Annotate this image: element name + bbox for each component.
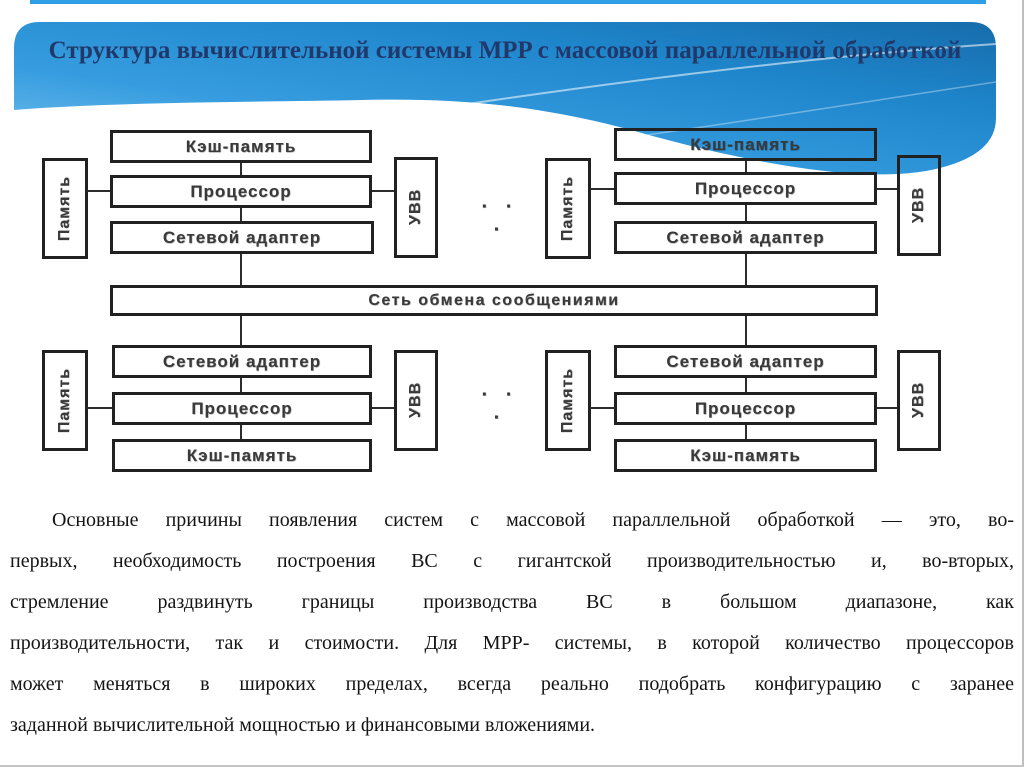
slide-top-border	[30, 0, 986, 4]
connector-line	[745, 316, 747, 345]
connector-line	[240, 316, 242, 345]
network-adapter-box: Сетевой адаптер	[614, 221, 877, 254]
memory-box: Память	[42, 158, 88, 259]
connector-line	[240, 163, 242, 175]
processor-box: Процессор	[614, 392, 877, 425]
processor-box: Процессор	[112, 392, 372, 425]
ellipsis-dots: · · ·	[481, 384, 519, 429]
connector-line	[87, 407, 112, 409]
connector-line	[877, 188, 897, 190]
ellipsis-dots: · · ·	[481, 196, 519, 241]
network-adapter-box: Сетевой адаптер	[112, 345, 372, 378]
message-network-box: Сеть обмена сообщениями	[110, 285, 878, 316]
processor-box: Процессор	[614, 172, 877, 205]
io-box: УВВ	[897, 155, 941, 256]
slide-title: Структура вычислительной системы MPP с массовой параллельной обработкой	[48, 37, 962, 64]
connector-line	[87, 190, 110, 192]
io-box: УВВ	[394, 157, 438, 258]
paragraph-line: заданной вычислительной мощностью и финансовыми вложениями.	[10, 714, 596, 736]
paragraph-line: может меняться в широких пределах, всегда реально подобрать конфигурацию с заранее	[10, 673, 1014, 695]
cache-box: Кэш-память	[614, 128, 877, 161]
paragraph-line: производительности, так и стоимости. Для MPP- системы, в которой количество процессоров	[10, 632, 1014, 654]
connector-line	[372, 407, 394, 409]
cache-box: Кэш-память	[110, 130, 372, 163]
connector-line	[877, 407, 897, 409]
paragraph-line: первых, необходимость построения ВС с гигантской производительностью и, во-вторых,	[10, 550, 1014, 572]
connector-line	[240, 378, 242, 392]
paragraph-line: стремление раздвинуть границы производства ВС в большом диапазоне, как	[10, 591, 1014, 613]
cache-box: Кэш-память	[112, 439, 372, 472]
connector-line	[590, 407, 615, 409]
connector-line	[745, 378, 747, 392]
cache-box: Кэш-память	[614, 439, 877, 472]
connector-line	[240, 254, 242, 285]
network-adapter-box: Сетевой адаптер	[110, 221, 374, 254]
connector-line	[372, 190, 394, 192]
processor-box: Процессор	[110, 175, 372, 208]
memory-box: Память	[545, 350, 591, 451]
connector-line	[745, 425, 747, 439]
memory-box: Память	[42, 350, 88, 451]
memory-box: Память	[545, 158, 591, 259]
network-adapter-box: Сетевой адаптер	[614, 345, 877, 378]
connector-line	[745, 161, 747, 172]
connector-line	[590, 188, 614, 190]
paragraph-line: Основные причины появления систем с массовой параллельной обработкой — это, во-	[52, 509, 1014, 531]
connector-line	[240, 425, 242, 439]
connector-line	[745, 254, 747, 285]
io-box: УВВ	[394, 350, 438, 451]
connector-line	[745, 205, 747, 221]
io-box: УВВ	[897, 350, 941, 451]
connector-line	[240, 208, 242, 221]
body-paragraph	[10, 500, 1014, 746]
